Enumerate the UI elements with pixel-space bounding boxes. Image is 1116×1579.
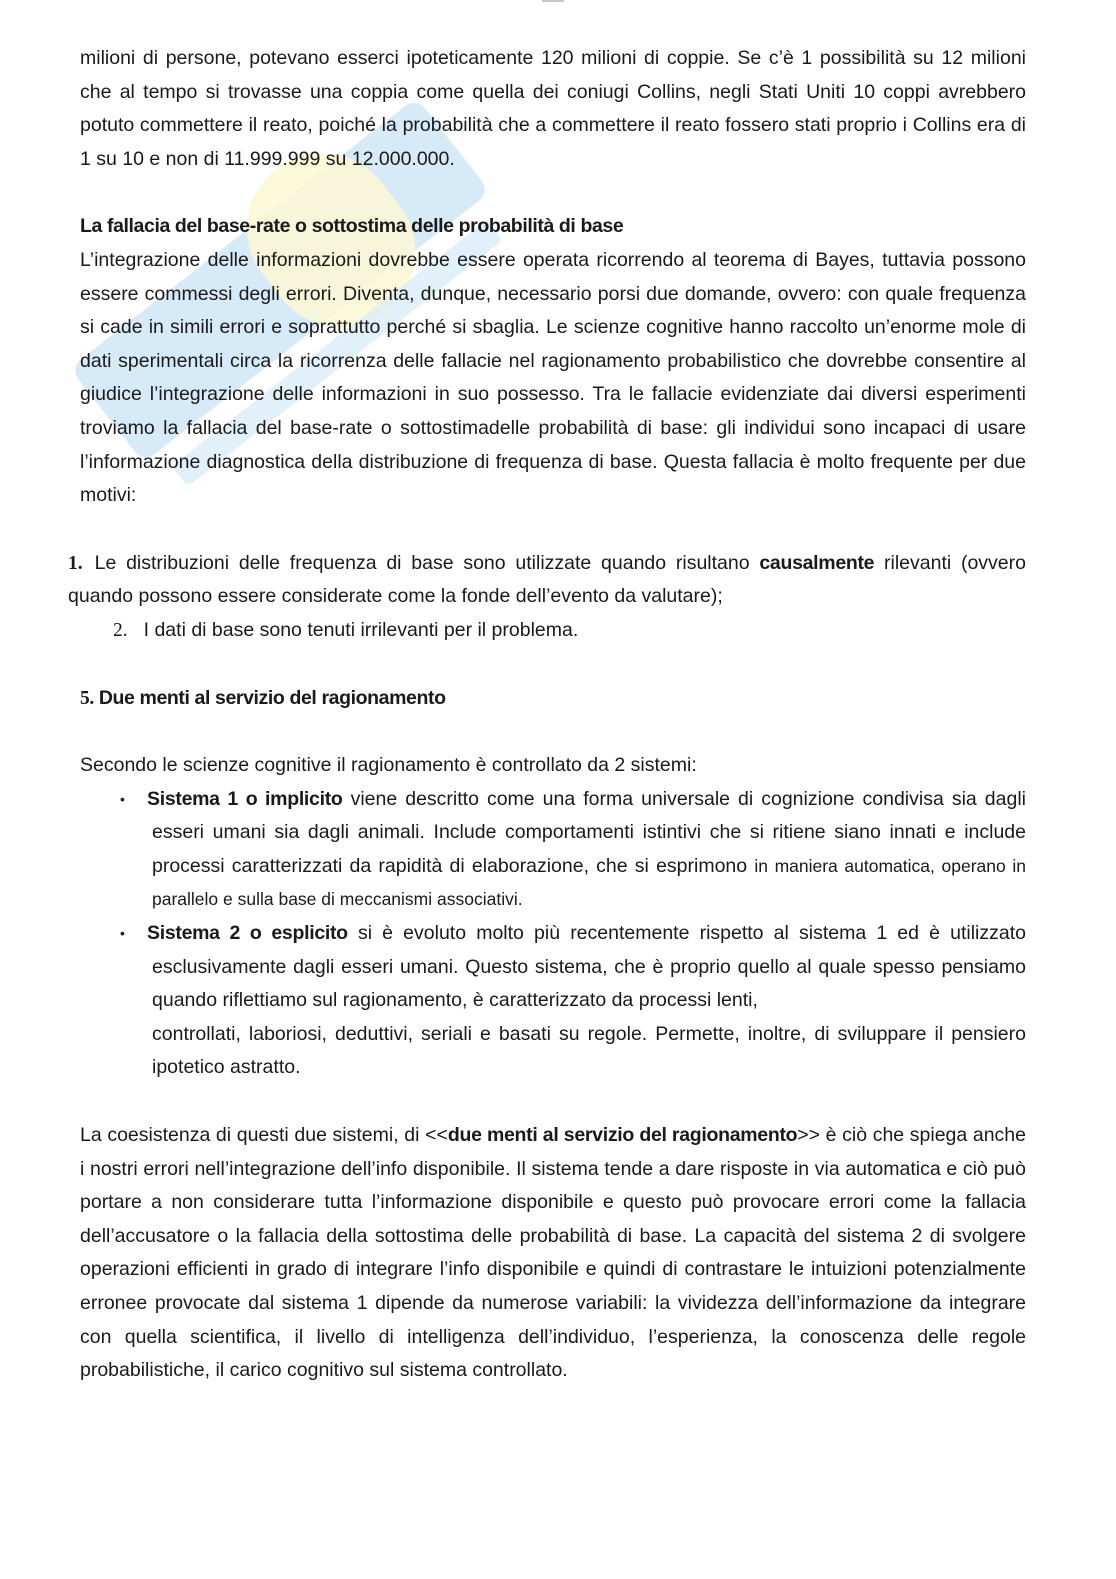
reason-item-1 bbox=[68, 547, 1026, 614]
closing-text-start: La coesistenza di questi due sistemi, di << bbox=[80, 1124, 448, 1147]
reasons-list bbox=[68, 547, 1026, 648]
paragraph-base-rate-fallacy: L’integrazione delle informazioni dovrebbe essere operata ricorrendo al teorema di Bayes, tuttavia possono essere commessi degli errori. Diventa, dunque, necessario porsi due domande, ovvero: con quale frequenza si cade in simili errori e soprattutto perché si sbaglia. Le scienze cognitive hanno raccolto un’enorme mole di dati sperimentali circa la ricorrenza delle fallacie nel ragionamento probabilistico che dovrebbe consentire al giudice l’integrazione delle informazioni in suo possesso. Tra le fallacie evidenziate dai diversi esperimenti troviamo la fallacia del base-rate o sottostimadelle probabilità di base: gli individui sono incapaci di usare l’informazione diagnostica della distribuzione di frequenza di base. Questa fallacia è molto frequente per due motivi: bbox=[80, 248, 1026, 507]
system-1-text-small: in maniera automatica, operano in parallelo e sulla base di meccanismi associativi. bbox=[152, 855, 1026, 910]
system-2-text: si è evoluto molto più recentemente rispetto al sistema 1 ed è utilizzato esclusivamente dagli esseri umani. Questo sistema, che è proprio quello al quale spesso pensiamo quando riflettiamo sul ragionamento, è caratterizzato da processi lenti, bbox=[152, 922, 1027, 1012]
closing-text-end: >> è ciò che spiega anche i nostri errori nell’integrazione dell’info disponibile. Il sistema tende a dare risposte in via automatica e ciò può portare a non considerare tutta l’informazione disponibile e questo può provocare errori come la fallacia dell’accusatore o la fallacia della sottostima delle probabilità di base. La capacità del sistema 2 di svolgere operazioni efficienti in grado di integrare l’info disponibile e quindi di contrastare le intuizioni potenzialmente erronee provocate dal sistema 1 dipende da numerose variabili: la vividezza dell’informazione da integrare con quella scientifica, il livello di intelligenza dell’individuo, l’esperienza, la conoscenza delle regole probabilistiche, il carico cognitivo sul sistema controllato. bbox=[80, 1124, 1026, 1382]
reason-item-1-text-end: rilevanti (ovvero quando possono essere considerate come la fonde dell’evento da valutare); bbox=[68, 551, 1026, 608]
system-1-title: Sistema 1 o implicito bbox=[147, 787, 343, 810]
paragraph-closing bbox=[80, 1119, 1026, 1388]
closing-bold: due menti al servizio del ragionamento bbox=[447, 1124, 798, 1147]
heading-due-menti bbox=[80, 682, 1026, 716]
document-page bbox=[68, 42, 1027, 1388]
page-top-mark bbox=[542, 0, 564, 2]
section-title: Due menti al servizio del ragionamento bbox=[98, 686, 446, 709]
bullet-icon: • bbox=[120, 790, 125, 807]
system-1-text: viene descritto come una forma universale di cognizione condivisa sia dagli esseri umani sia dagli animali. Include comportamenti istintivi che si ritiene siano innati e include processi caratterizzati da rapidità di elaborazione, che si esprimono bbox=[152, 787, 1026, 877]
bullet-icon: • bbox=[120, 925, 125, 942]
system-2-title: Sistema 2 o esplicito bbox=[147, 922, 348, 945]
system-1-item bbox=[80, 783, 1026, 917]
reason-item-2-number: 2. bbox=[113, 619, 128, 641]
system-2-item bbox=[80, 917, 1026, 1085]
systems-list bbox=[80, 783, 1026, 1085]
system-2-text-continued: controllati, laboriosi, deduttivi, seriali e basati su regole. Permette, inoltre, di sviluppare il pensiero ipotetico astratto. bbox=[152, 1022, 1026, 1079]
reason-item-1-bold: causalmente bbox=[759, 551, 875, 574]
section-number: 5. bbox=[80, 687, 94, 709]
reason-item-1-number: 1. bbox=[68, 552, 83, 574]
paragraph-systems-intro: Secondo le scienze cognitive il ragionamento è controllato da 2 sistemi: bbox=[80, 754, 697, 777]
reason-item-2 bbox=[113, 614, 1026, 648]
reason-item-1-text: Le distribuzioni delle frequenza di base sono utilizzate quando risultano bbox=[94, 551, 750, 574]
reason-item-2-text: I dati di base sono tenuti irrilevanti per il problema. bbox=[143, 618, 579, 641]
heading-base-rate-fallacy: La fallacia del base-rate o sottostima delle probabilità di base bbox=[80, 215, 624, 238]
paragraph-collins: milioni di persone, potevano esserci ipoteticamente 120 milioni di coppie. Se c’è 1 possibilità su 12 milioni che al tempo si trovasse una coppia come quella dei coniugi Collins, negli Stati Uniti 10 coppi avrebbero potuto commettere il reato, poiché la probabilità che a commettere il reato fossero stati proprio i Collins era di 1 su 10 e non di 11.999.999 su 12.000.000. bbox=[80, 47, 1026, 170]
